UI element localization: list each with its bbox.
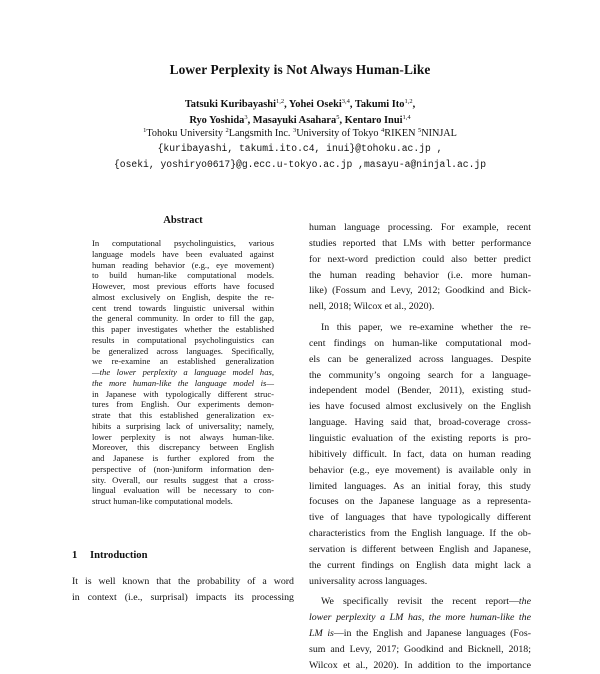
text-line: LM is—in the English and Japanese languages (Fos- — [309, 628, 531, 640]
text-line: results in computational psycholinguistics can — [92, 334, 274, 345]
right-column-body — [309, 220, 531, 674]
affiliation-list: $^1$Tohoku University $^2$Langsmith Inc. $^3$University of Tokyo $^4$RIKEN $^5$NINJAL — [143, 127, 457, 139]
text-line: in context (i.e., surprisal) impacts its processing — [72, 591, 294, 603]
text-line: cent trend towards linguistic universal within — [92, 302, 274, 313]
email-line: {oseki, yoshiryo0617}@g.ecc.u-tokyo.ac.jp ,masayu-a@ninjal.ac.jp — [113, 159, 487, 170]
author-emails — [0, 141, 600, 173]
introduction-body — [72, 574, 294, 605]
text-line: In computational psycholinguistics, various — [92, 238, 274, 248]
text-line: We specifically revisit the recent report—the — [321, 596, 531, 608]
text-line: the human reading behavior (i.e. more human- — [309, 269, 531, 281]
text-line: human reading behavior (e.g., eye movement) — [92, 259, 274, 270]
text-line: tures from English. Our experiments demon- — [92, 399, 274, 410]
author-affiliation-mark: 1,2 — [275, 98, 285, 105]
text-line: hibitively difficult. In fact, data on human reading — [309, 448, 531, 460]
text-line: It is well known that the probability of a word — [72, 576, 294, 587]
author-name: Ryo Yoshida — [189, 115, 245, 126]
author-name: Masayuki Asahara — [252, 115, 337, 126]
text-line: language models have been evaluated against — [92, 248, 274, 259]
text-line: and Japanese is further explored from the — [92, 453, 274, 463]
text-line: studies reported that LMs with better performance — [309, 237, 531, 249]
text-line: sity. Overall, our results suggest that a cross- — [92, 474, 274, 485]
text-line: cent findings on human-like computational mod- — [309, 337, 531, 349]
affiliation: RIKEN — [384, 128, 418, 139]
author-list — [0, 97, 600, 129]
text-line: the current findings on English data might lack a — [309, 559, 531, 571]
text-line: in Japanese with typologically different struc- — [92, 388, 274, 399]
text-line: perspective of (non-)uniform information den- — [92, 463, 274, 474]
text-line: like) (Fossum and Levy, 2012; Goodkind and Bick- — [309, 285, 531, 297]
author-name: Tatsuki Kuribayashi — [184, 99, 276, 110]
text-line: hibits a surprising lack of universality; namely, — [92, 420, 274, 431]
abstract-body — [92, 238, 274, 507]
text-line: In this paper, we re-examine whether the re- — [321, 322, 531, 334]
author-affiliation-mark: 1,2 — [404, 98, 413, 105]
author-name: Kentaro Inui — [344, 115, 403, 126]
paragraph — [309, 220, 531, 315]
text-line: —the lower perplexity a language model has, — [92, 367, 274, 377]
text-line: language. Having said that, broad-coverage cross- — [309, 417, 531, 429]
text-line: for next-word prediction could also better predict — [309, 253, 531, 265]
affiliation: Tohoku University — [146, 128, 226, 139]
email-line: {kuribayashi, takumi.ito.c4, inui}@tohoku.ac.jp , — [157, 143, 443, 154]
section-title: Introduction — [90, 550, 148, 561]
text-line: this paper investigates whether the established — [92, 324, 274, 334]
text-line: Wilcox et al., 2020). In addition to the importance — [309, 659, 531, 671]
affiliation: University of Tokyo — [296, 128, 382, 139]
text-line: tive of languages that have typologically different — [309, 512, 531, 524]
text-line: to build human-like computational models. — [92, 270, 274, 281]
text-line: human language processing. For example, recent — [309, 222, 531, 233]
text-line: behavior (e.g., eye movement) is available only in — [309, 464, 531, 476]
text-line: we re-examine an established generalization — [92, 356, 274, 367]
text-line: Moreover, this discrepancy between English — [92, 442, 274, 453]
paragraph — [309, 594, 531, 673]
text-line: However, most previous efforts have focused — [92, 281, 274, 291]
text-line: the general community. In order to fill the gap, — [92, 313, 274, 324]
author-affiliation-mark: 3 — [244, 114, 248, 121]
text-line: nell, 2018; Wilcox et al., 2020). — [309, 301, 435, 313]
text-line: lingual evaluation will be necessary to con- — [92, 485, 274, 496]
text-line: ies have focused almost exclusively on the English — [309, 401, 531, 413]
text-line: characteristics from the English language. If the ob- — [309, 528, 531, 540]
text-line: sum and Levy, 2017; Goodkind and Bicknell, 2018; — [309, 643, 531, 655]
author-name: Yohei Oseki — [288, 99, 342, 110]
affiliation: Langsmith Inc. — [228, 128, 293, 139]
section-heading-introduction — [72, 550, 148, 561]
text-line: els can be generalized across languages. Despite — [309, 353, 531, 365]
text-line: lower perplexity a LM has, the more human-like the — [309, 612, 531, 624]
affiliation: NINJAL — [421, 128, 457, 139]
text-line: linguistic evaluation of the existing reports is pro- — [309, 432, 531, 444]
text-line: strate that this established generalization ex- — [92, 410, 274, 420]
text-line: the community’s ongoing search for a language- — [309, 369, 531, 381]
text-line: almost exclusively on English, despite the re- — [92, 291, 274, 302]
text-line: limited languages. As an initial foray, this study — [309, 480, 531, 492]
text-line: focuses on the Japanese language as a representa- — [309, 496, 531, 508]
text-line: struct human-like computational models. — [92, 496, 233, 506]
section-number: 1 — [72, 550, 78, 561]
text-line: the more human-like the language model is— — [92, 377, 274, 388]
text-line: independent model (Bender, 2011), existing stud- — [309, 385, 531, 397]
paragraph — [309, 320, 531, 589]
paper-title: Lower Perplexity is Not Always Human-Like — [169, 62, 431, 77]
text-line: be generalized across languages. Specifically, — [92, 345, 274, 356]
author-affiliation-mark: 1,4 — [402, 114, 411, 121]
author-name: Takumi Ito — [354, 99, 405, 110]
text-line: lower perplexity is not always human-like. — [92, 431, 274, 442]
text-line: servation is different between English and Japanese, — [309, 543, 531, 555]
author-line-2: Ryo Yoshida$^3$, Masayuki Asahara$^5$, Kentaro Inui$^{1,4}$ — [189, 114, 411, 126]
text-line: universality across languages. — [309, 575, 428, 587]
author-line-1: Tatsuki Kuribayashi$^{1,2}$, Yohei Oseki$^{3,4}$, Takumi Ito$^{1,2}$, — [184, 98, 416, 110]
author-affiliation-mark: 3,4 — [341, 98, 350, 105]
abstract-heading: Abstract — [163, 215, 203, 226]
author-affiliation-mark: 5 — [336, 114, 340, 121]
